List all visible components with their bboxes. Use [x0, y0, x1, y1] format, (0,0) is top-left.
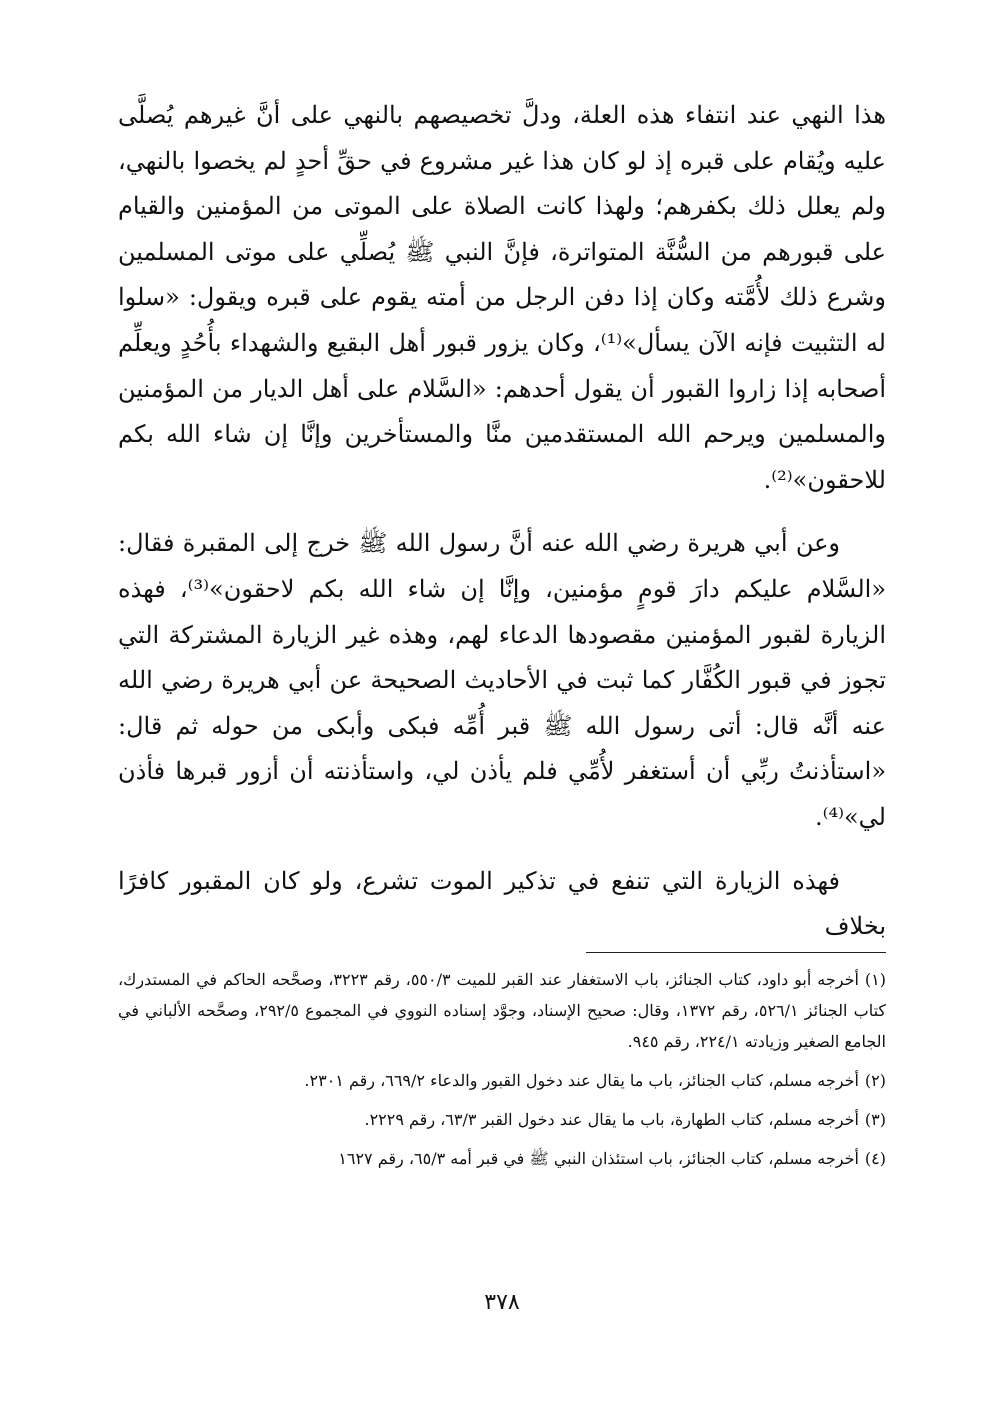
footnote-number: (٢) [864, 1071, 886, 1090]
footnote-text: أخرجه مسلم، كتاب الجنائز، باب ما يقال عند دخول القبور والدعاء ٦٦٩/٢، رقم ٢٣٠١. [304, 1071, 859, 1090]
paragraph-1: هذا النهي عند انتفاء هذه العلة، ودلَّ تخصيصهم بالنهي على أنَّ غيرهم يُصلَّى عليه ويُقام على قبره إذ لو كان هذا غير مشروع في حقِّ أحدٍ لم يخصوا بالنهي، ولم يعلل ذلك بكفرهم؛ ولهذا كانت الصلاة على الموتى من المؤمنين والقيام على قبورهم من السُّنَّة المتواترة، فإنَّ النبي ﷺ يُصلِّي على موتى المسلمين وشرع ذلك لأُمَّته وكان إذا دفن الرجل من أمته يقوم على قبره ويقول: «سلوا له التثبيت فإنه الآن يسأل»⁽¹⁾، وكان يزور قبور أهل البقيع والشهداء بأُحُدٍ ويعلِّم أصحابه إذا زاروا القبور أن يقول أحدهم: «السَّلام على أهل الديار من المؤمنين والمسلمين ويرحم الله المستقدمين منَّا والمستأخرين وإنَّا إن شاء الله بكم للاحقون»⁽²⁾. [118, 101, 886, 494]
paragraph-2: وعن أبي هريرة رضي الله عنه أنَّ رسول الله ﷺ خرج إلى المقبرة فقال: «السَّلام عليكم دارَ قومٍ مؤمنين، وإنَّا إن شاء الله بكم لاحقون»⁽³⁾، فهذه الزيارة لقبور المؤمنين مقصودها الدعاء لهم، وهذه غير الزيارة المشتركة التي تجوز في قبور الكُفَّار كما ثبت في الأحاديث الصحيحة عن أبي هريرة رضي الله عنه أنَّه قال: أتى رسول الله ﷺ قبر أُمِّه فبكى وأبكى من حوله ثم قال: «استأذنتُ ربِّي أن أستغفر لأُمِّي فلم يأذن لي، واستأذنته أن أزور قبرها فأذن لي»⁽⁴⁾. [118, 529, 887, 831]
footnote-number: (٤) [864, 1149, 886, 1168]
footnote-4 [118, 1143, 886, 1174]
footnote-text: أخرجه أبو داود، كتاب الجنائز، باب الاستغفار عند القبر للميت ٥٥٠/٣، رقم ٣٢٢٣، وصحَّحه الحاكم في المستدرك، كتاب الجنائز ٥٢٦/١، رقم ١٣٧٢، وقال: صحيح الإسناد، وجوَّد إسناده النووي في المجموع ٢٩٢/٥، وصحَّحه الألباني في الجامع الصغير وزيادته ٢٢٤/١، رقم ٩٤٥. [118, 970, 887, 1051]
footnote-text: أخرجه مسلم، كتاب الطهارة، باب ما يقال عند دخول القبر ٦٣/٣، رقم ٢٢٢٩. [364, 1110, 859, 1129]
footnote-1 [118, 964, 886, 1057]
footnote-2 [118, 1065, 886, 1096]
footnote-number: (١) [864, 970, 886, 989]
paragraph-3: فهذه الزيارة التي تنفع في تذكير الموت تشرع، ولو كان المقبور كافرًا بخلاف [118, 866, 886, 941]
footnote-3 [118, 1104, 886, 1135]
footnote-number: (٣) [864, 1110, 886, 1129]
footnote-divider [586, 952, 886, 953]
page-number: ٣٧٨ [484, 1290, 520, 1315]
footnote-text: أخرجه مسلم، كتاب الجنائز، باب استئذان النبي ﷺ في قبر أمه ٦٥/٣، رقم ١٦٢٧ [338, 1149, 859, 1168]
footnotes [118, 964, 886, 1182]
main-text [118, 93, 886, 950]
